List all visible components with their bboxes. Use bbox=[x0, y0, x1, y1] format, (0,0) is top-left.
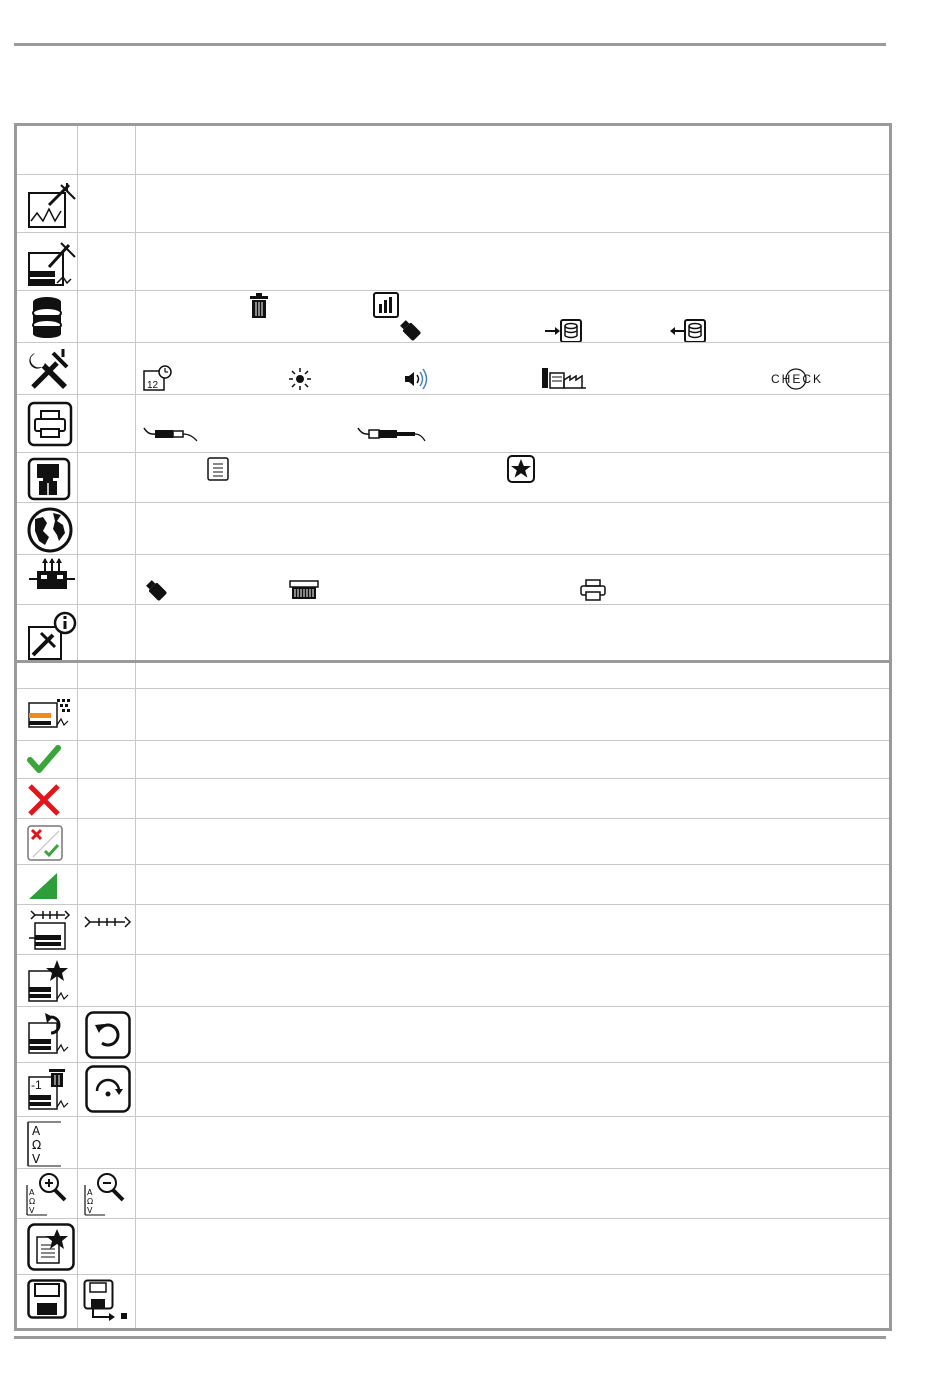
row-text bbox=[141, 1117, 885, 1169]
sequence-step-icon bbox=[25, 909, 73, 951]
table-row bbox=[17, 904, 889, 955]
table-row bbox=[17, 864, 889, 905]
row-text bbox=[141, 819, 885, 865]
unit-letter-v: V bbox=[32, 1152, 41, 1166]
table-row bbox=[17, 394, 889, 453]
usb-stick-icon bbox=[145, 579, 167, 606]
cross-icon bbox=[27, 783, 61, 817]
row-text bbox=[141, 233, 885, 291]
svg-text:Ω: Ω bbox=[29, 1197, 36, 1206]
table-row bbox=[17, 1218, 889, 1275]
unit-letter-a: A bbox=[32, 1124, 41, 1138]
delete-last-icon bbox=[27, 1065, 73, 1113]
row-text bbox=[141, 1219, 885, 1275]
table-row bbox=[17, 818, 889, 865]
table-header-row bbox=[17, 126, 889, 174]
table-row bbox=[17, 688, 889, 741]
tools-icon bbox=[27, 347, 73, 393]
header-cell bbox=[141, 126, 885, 174]
favorite-report-icon bbox=[27, 1223, 75, 1271]
factory-icon bbox=[541, 367, 587, 394]
printer-small-icon bbox=[579, 579, 607, 606]
table-row bbox=[17, 604, 889, 661]
printer-icon bbox=[27, 401, 73, 447]
row-text bbox=[141, 865, 885, 905]
date-time-icon bbox=[143, 365, 173, 396]
row-text bbox=[141, 343, 885, 395]
undo-button-icon bbox=[85, 1011, 131, 1059]
zoom-out-units-icon bbox=[83, 1171, 129, 1217]
row-text bbox=[141, 175, 885, 233]
svg-text:V: V bbox=[87, 1206, 93, 1215]
cable-probe-out-icon bbox=[357, 425, 427, 448]
row-text bbox=[141, 453, 885, 503]
row-text bbox=[141, 741, 885, 779]
check-label: CHECK bbox=[771, 372, 821, 386]
measurement-settings-icon bbox=[27, 181, 77, 229]
interfaces-icon bbox=[27, 557, 75, 591]
table-row bbox=[17, 554, 889, 605]
system-info-icon bbox=[27, 611, 77, 661]
globe-icon bbox=[27, 507, 73, 553]
svg-text:-1: -1 bbox=[31, 1078, 42, 1092]
row-text bbox=[141, 1275, 885, 1329]
svg-text:A: A bbox=[29, 1188, 35, 1197]
table-row bbox=[17, 452, 889, 503]
table-row bbox=[17, 232, 889, 291]
save-export-icon bbox=[83, 1279, 133, 1323]
row-text bbox=[141, 395, 885, 453]
section-header-row bbox=[17, 660, 889, 689]
favorite-test-icon bbox=[27, 959, 73, 1003]
cable-probe-in-icon bbox=[143, 425, 199, 448]
bottom-rule bbox=[14, 1336, 886, 1339]
unit-letter-ohm: Ω bbox=[32, 1138, 42, 1152]
row-text bbox=[141, 555, 885, 605]
row-text bbox=[141, 689, 885, 741]
star-badge-icon bbox=[507, 455, 535, 488]
row-text bbox=[141, 1007, 885, 1063]
table-row bbox=[17, 1116, 889, 1169]
zoom-in-units-icon bbox=[25, 1171, 71, 1217]
table-row bbox=[17, 954, 889, 1007]
row-text bbox=[141, 955, 885, 1007]
repeat-test-icon bbox=[27, 1011, 73, 1057]
list-icon bbox=[207, 457, 229, 486]
rotate-button-icon bbox=[85, 1065, 131, 1113]
table-row bbox=[17, 174, 889, 233]
table-row bbox=[17, 290, 889, 343]
svg-text:V: V bbox=[29, 1206, 35, 1215]
table-row bbox=[17, 502, 889, 555]
database-icon bbox=[31, 295, 63, 339]
row-text bbox=[141, 1169, 885, 1219]
table-row bbox=[17, 342, 889, 395]
svg-text:12: 12 bbox=[147, 380, 159, 391]
units-icon bbox=[27, 1121, 63, 1167]
user-icon bbox=[27, 457, 71, 501]
row-text bbox=[141, 1063, 885, 1117]
table-row bbox=[17, 1274, 889, 1329]
volume-icon bbox=[403, 367, 429, 396]
svg-text:A: A bbox=[87, 1188, 93, 1197]
table-row bbox=[17, 1062, 889, 1117]
check-icon bbox=[769, 367, 823, 396]
table-row bbox=[17, 778, 889, 819]
checkmark-icon bbox=[27, 745, 61, 775]
brightness-icon bbox=[287, 367, 313, 396]
row-text bbox=[141, 905, 885, 955]
svg-text:Ω: Ω bbox=[87, 1197, 94, 1206]
row-text bbox=[141, 779, 885, 819]
row-text bbox=[141, 503, 885, 555]
barcode-printer-icon bbox=[289, 579, 319, 606]
pass-fail-icon bbox=[27, 825, 63, 861]
sequence-arrow-icon bbox=[83, 915, 133, 929]
symbol-table bbox=[14, 123, 892, 1331]
table-row bbox=[17, 1006, 889, 1063]
trash-icon bbox=[249, 293, 269, 324]
signal-triangle-icon bbox=[27, 871, 59, 901]
save-icon bbox=[27, 1279, 67, 1319]
row-text bbox=[141, 605, 885, 661]
table-row bbox=[17, 1168, 889, 1219]
test-settings-icon bbox=[27, 239, 77, 289]
bar-chart-icon bbox=[373, 292, 399, 323]
sequence-settings-icon bbox=[27, 697, 71, 731]
top-rule bbox=[14, 43, 886, 46]
row-text bbox=[141, 291, 885, 343]
table-row bbox=[17, 740, 889, 779]
